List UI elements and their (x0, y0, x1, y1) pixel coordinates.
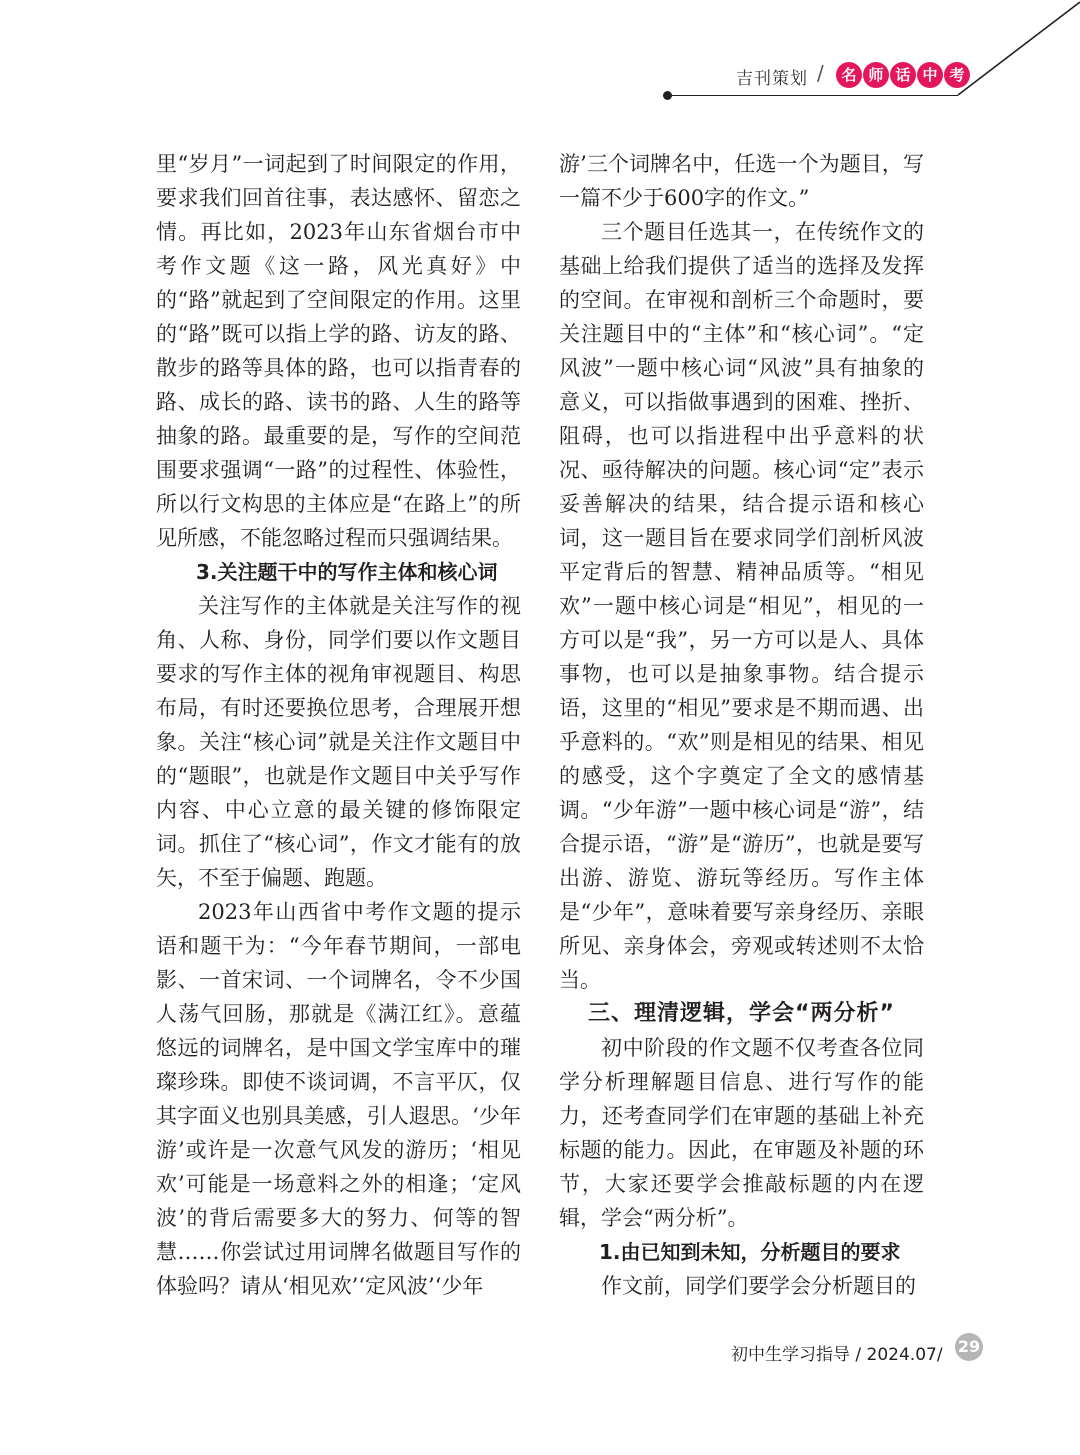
column-name: 吉刊策划 (736, 69, 808, 89)
section-heading: 三、理清逻辑，学会“两分析” (588, 1001, 895, 1026)
left-column (156, 147, 521, 1303)
header-divider: / (817, 61, 824, 85)
paragraph: 游’三个词牌名中，任选一个为题目，写一篇不少于600字的作文。” (559, 152, 924, 210)
column-title (836, 62, 970, 88)
subheading: 3.关注题干中的写作主体和核心词 (196, 560, 498, 584)
paragraph: 初中阶段的作文题不仅考查各位同学分析理解题目信息、进行写作的能力，还考查同学们在审题的基础上补充标题的能力。因此，在审题及补题的环节，大家还要学会推敲标题的内在逻辑，学会“两分析”。 (559, 1036, 924, 1230)
title-char: 话 (890, 62, 916, 88)
title-char: 考 (944, 62, 970, 88)
paragraph: 作文前，同学们要学会分析题目的 (601, 1274, 916, 1298)
right-column (559, 147, 924, 1303)
paragraph: 2023年山西省中考作文题的提示语和题干为：“今年春节期间，一部电影、一首宋词、一个词牌名，令不少国人荡气回肠，那就是《满江红》。意蕴悠远的词牌名，是中国文学宝库中的璀璨珍珠。即使不谈词调，不言平仄，仅其字面义也别具美感，引人遐思。‘少年游’或许是一次意气风发的游历；‘相见欢’可能是一场意料之外的相逢；‘定风波’的背后需要多大的努力、何等的智慧……你尝试过用词牌名做题目写作的体验吗？请从‘相见欢’‘定风波’‘少年 (156, 900, 521, 1298)
paragraph: 三个题目任选其一，在传统作文的基础上给我们提供了适当的选择及发挥的空间。在审视和剖析三个命题时，要关注题目中的“主体”和“核心词”。“定风波”一题中核心词“风波”具有抽象的意义，可以指做事遇到的困难、挫折、阻碍，也可以指进程中出乎意料的状况、亟待解决的问题。核心词“定”表示妥善解决的结果，结合提示语和核心词，这一题目旨在要求同学们剖析风波平定背后的智慧、精神品质等。“相见欢”一题中核心词是“相见”，相见的一方可以是“我”，另一方可以是人、具体事物，也可以是抽象事物。结合提示语，这里的“相见”要求是不期而遇、出乎意料的。“欢”则是相见的结果、相见的感受，这个字奠定了全文的感情基调。“少年游”一题中核心词是“游”，结合提示语，“游”是“游历”，也就是要写出游、游览、游玩等经历。写作主体是“少年”，意味着要写亲身经历、亲眼所见、亲身体会，旁观或转述则不太恰当。 (559, 220, 924, 992)
subheading: 1.由已知到未知，分析题目的要求 (599, 1240, 901, 1264)
title-char: 中 (917, 62, 943, 88)
page-number: 29 (955, 1333, 983, 1361)
paragraph: 里“岁月”一词起到了时间限定的作用，要求我们回首往事，表达感怀、留恋之情。再比如，2023年山东省烟台市中考作文题《这一路，风光真好》中的“路”就起到了空间限定的作用。这里的“路”既可以指上学的路、访友的路、散步的路等具体的路，也可以指青春的路、成长的路、读书的路、人生的路等抽象的路。最重要的是，写作的空间范围要求强调“一路”的过程性、体验性，所以行文构思的主体应是“在路上”的所见所感，不能忽略过程而只强调结果。 (156, 152, 521, 550)
paragraph: 关注写作的主体就是关注写作的视角、人称、身份，同学们要以作文题目要求的写作主体的视角审视题目、构思布局，有时还要换位思考，合理展开想象。关注“核心词”就是关注作文题目中的“题眼”，也就是作文题目中关乎写作内容、中心立意的最关键的修饰限定词。抓住了“核心词”，作文才能有的放矢，不至于偏题、跑题。 (156, 594, 521, 890)
title-char: 名 (836, 62, 862, 88)
header-rule (668, 95, 958, 96)
title-char: 师 (863, 62, 889, 88)
publication-info: 初中生学习指导 / 2024.07/ (731, 1345, 943, 1365)
